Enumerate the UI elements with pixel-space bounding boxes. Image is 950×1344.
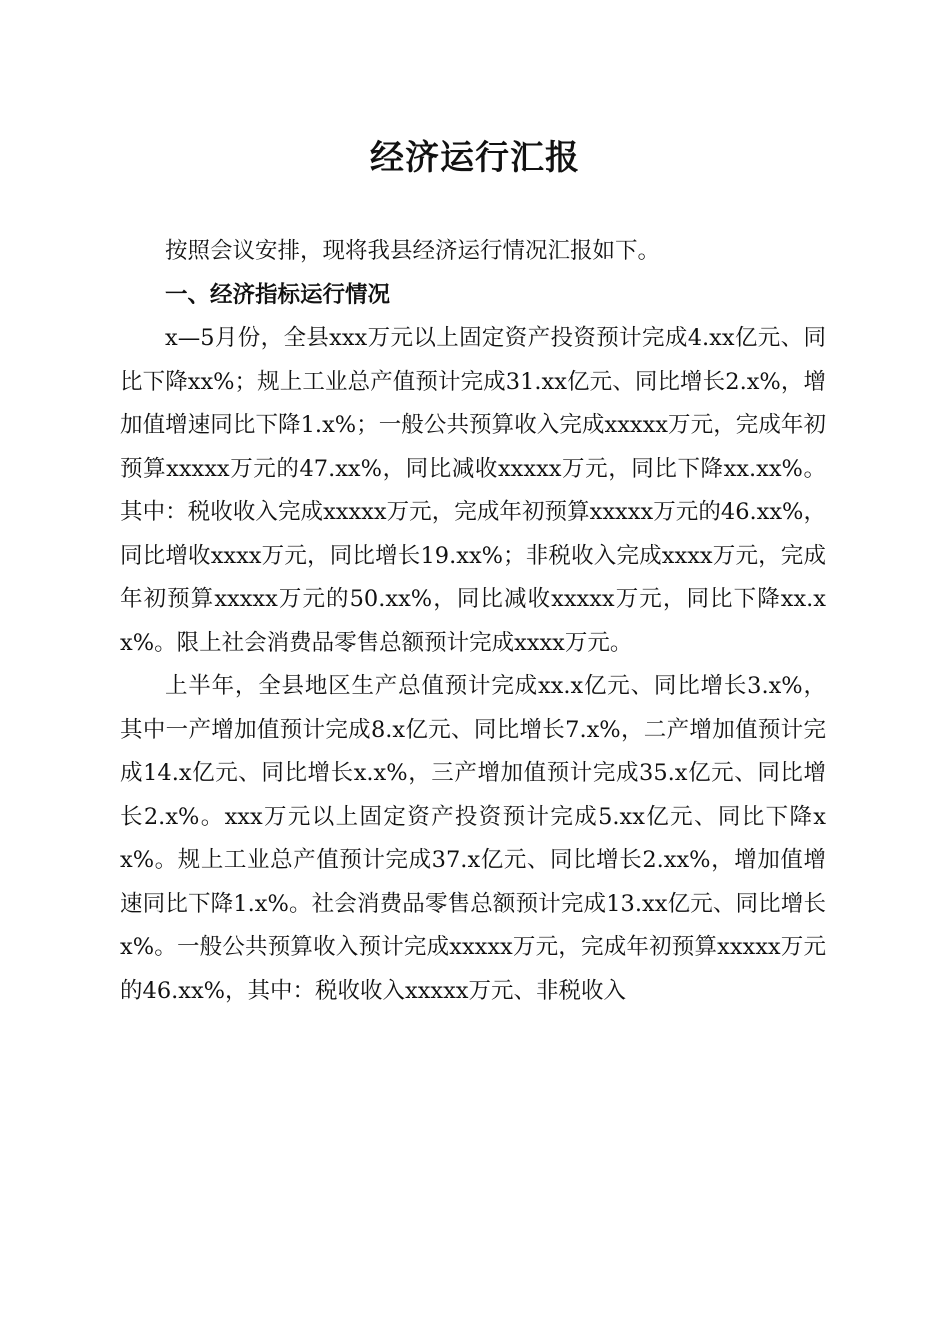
body-paragraph-1: x—5月份，全县xxx万元以上固定资产投资预计完成4.xx亿元、同比下降xx%；规上工业总产值预计完成31.xx亿元、同比增长2.x%，增加值增速同比下降1.x%；一般公共预算收入完成xxxxx万元，完成年初预算xxxxx万元的47.xx%，同比减收xxxxx万元，同比下降xx.xx%。其中：税收收入完成xxxxx万元，完成年初预算xxxxx万元的46.xx%，同比增收xxxx万元，同比增长19.xx%；非税收入完成xxxx万元，完成年初预算xxxxx万元的50.xx%，同比减收xxxxx万元，同比下降xx.xx%。限上社会消费品零售总额预计完成xxxx万元。	[120, 325, 826, 656]
section-heading: 一、经济指标运行情况	[165, 281, 391, 308]
document-title: 经济运行汇报	[370, 138, 580, 178]
intro-paragraph: 按照会议安排，现将我县经济运行情况汇报如下。	[165, 238, 661, 264]
body-paragraph-2: 上半年，全县地区生产总值预计完成xx.x亿元、同比增长3.x%，其中一产增加值预计完成8.x亿元、同比增长7.x%，二产增加值预计完成14.x亿元、同比增长x.x%，三产增加值预计完成35.x亿元、同比增长2.x%。xxx万元以上固定资产投资预计完成5.xx亿元、同比下降xx%。规上工业总产值预计完成37.x亿元、同比增长2.xx%，增加值增速同比下降1.x%。社会消费品零售总额预计完成13.xx亿元、同比增长x%。一般公共预算收入预计完成xxxxx万元，完成年初预算xxxxx万元的46.xx%，其中：税收收入xxxxx万元、非税收入	[120, 673, 826, 1004]
document-body	[120, 230, 826, 1013]
